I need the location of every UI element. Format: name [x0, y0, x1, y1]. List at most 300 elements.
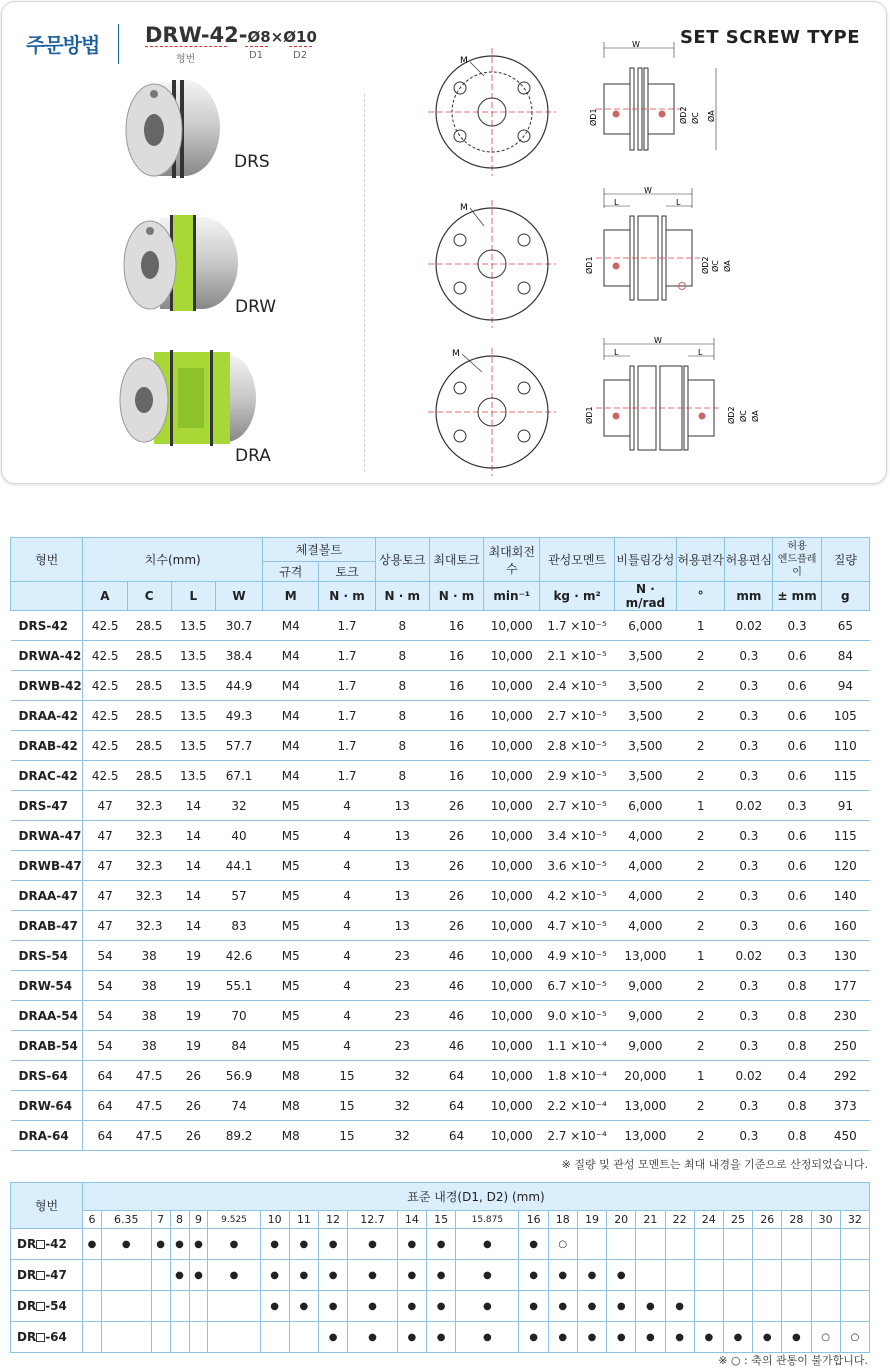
value-cell: 2.7 ×10⁻⁵ — [540, 701, 614, 731]
d2-underline — [289, 46, 312, 47]
bore-size-cell: 22 — [665, 1211, 694, 1229]
bore-available-mark: ● — [548, 1260, 577, 1291]
value-cell: 26 — [429, 911, 483, 941]
value-cell: M5 — [263, 821, 319, 851]
spec-col-angular: 허용편각 — [677, 538, 725, 582]
bore-empty-cell — [208, 1322, 260, 1353]
value-cell: 2 — [677, 701, 725, 731]
value-cell: 20,000 — [614, 1061, 676, 1091]
value-cell: 0.3 — [725, 1091, 773, 1121]
drs-coupling-photo — [114, 70, 224, 190]
bore-empty-cell — [840, 1291, 869, 1322]
value-cell: 10,000 — [484, 701, 540, 731]
value-cell: 0.3 — [725, 821, 773, 851]
value-cell: 3,500 — [614, 701, 676, 731]
value-cell: 6.7 ×10⁻⁵ — [540, 971, 614, 1001]
value-cell: M5 — [263, 1031, 319, 1061]
value-cell: 14 — [171, 821, 215, 851]
bore-empty-cell — [83, 1291, 102, 1322]
unit-cell: M — [263, 582, 319, 611]
bore-size-cell: 26 — [753, 1211, 782, 1229]
value-cell: 2.7 ×10⁻⁴ — [540, 1121, 614, 1151]
value-cell: 10,000 — [484, 941, 540, 971]
drw-side-view — [582, 186, 732, 316]
sub-d2: D2 — [293, 50, 308, 61]
value-cell: 0.3 — [725, 1121, 773, 1151]
bore-empty-cell — [782, 1229, 811, 1260]
value-cell: 10,000 — [484, 1001, 540, 1031]
value-cell: M5 — [263, 1001, 319, 1031]
bore-model-cell — [11, 1229, 83, 1260]
bore-available-mark: ● — [577, 1322, 606, 1353]
value-cell: 3,500 — [614, 671, 676, 701]
value-cell: M8 — [263, 1061, 319, 1091]
value-cell: 14 — [171, 851, 215, 881]
unit-cell: N · m/rad — [614, 582, 676, 611]
value-cell: 140 — [821, 881, 869, 911]
value-cell: 4,000 — [614, 881, 676, 911]
value-cell: 28.5 — [127, 701, 171, 731]
bore-size-cell: 16 — [519, 1211, 548, 1229]
bore-empty-cell — [289, 1322, 318, 1353]
bore-available-mark: ● — [289, 1291, 318, 1322]
value-cell: 57.7 — [215, 731, 262, 761]
spec-col-bolt-size: 규격 — [263, 562, 319, 582]
model-cell: DRWA-42 — [11, 641, 83, 671]
unit-cell: A — [83, 582, 127, 611]
model-cell: DRWB-42 — [11, 671, 83, 701]
value-cell: 10,000 — [484, 821, 540, 851]
drs-label-m: M — [460, 56, 468, 66]
value-cell: 0.02 — [725, 791, 773, 821]
bore-size-cell: 10 — [260, 1211, 289, 1229]
value-cell: 42.6 — [215, 941, 262, 971]
spec-body — [11, 611, 870, 1151]
bore-col-model: 형번 — [11, 1183, 83, 1229]
bore-empty-cell — [753, 1229, 782, 1260]
value-cell: 19 — [171, 1001, 215, 1031]
value-cell: 23 — [375, 1001, 429, 1031]
value-cell: 47 — [83, 851, 127, 881]
value-cell: 2 — [677, 821, 725, 851]
bore-empty-cell — [694, 1260, 723, 1291]
sub-d1: D1 — [249, 50, 264, 61]
bore-available-mark: ● — [289, 1229, 318, 1260]
value-cell: 4 — [319, 851, 375, 881]
value-cell: 64 — [429, 1091, 483, 1121]
value-cell: 13.5 — [171, 641, 215, 671]
model-cell: DRW-64 — [11, 1091, 83, 1121]
value-cell: 49.3 — [215, 701, 262, 731]
value-cell: 1.7 — [319, 611, 375, 641]
value-cell: 10,000 — [484, 641, 540, 671]
bore-available-mark: ● — [636, 1291, 665, 1322]
value-cell: 0.8 — [773, 1001, 821, 1031]
value-cell: 13.5 — [171, 761, 215, 791]
value-cell: 47.5 — [127, 1061, 171, 1091]
value-cell: 10,000 — [484, 671, 540, 701]
drs-label-d1: ØD1 — [589, 108, 598, 126]
value-cell: 3.6 ×10⁻⁵ — [540, 851, 614, 881]
spec-table — [10, 537, 870, 1151]
value-cell: 0.3 — [725, 911, 773, 941]
spec-row — [11, 1001, 870, 1031]
value-cell: 28.5 — [127, 731, 171, 761]
bore-empty-cell — [101, 1291, 151, 1322]
bore-available-mark: ● — [348, 1229, 398, 1260]
bore-available-mark: ● — [519, 1260, 548, 1291]
bore-empty-cell — [189, 1322, 208, 1353]
value-cell: 0.6 — [773, 641, 821, 671]
bore-empty-cell — [665, 1260, 694, 1291]
value-cell: 23 — [375, 1031, 429, 1061]
value-cell: 47.5 — [127, 1121, 171, 1151]
drw-label-l2: L — [676, 198, 681, 207]
value-cell: 2 — [677, 911, 725, 941]
order-code — [145, 23, 317, 47]
spec-col-inertia: 관성모멘트 — [540, 538, 614, 582]
value-cell: 2.2 ×10⁻⁴ — [540, 1091, 614, 1121]
drs-label-c: ØC — [691, 112, 700, 124]
bore-size-cell: 6 — [83, 1211, 102, 1229]
bore-available-mark: ● — [665, 1291, 694, 1322]
model-underline — [145, 46, 227, 47]
value-cell: 56.9 — [215, 1061, 262, 1091]
value-cell: 84 — [215, 1031, 262, 1061]
bore-available-mark: ● — [427, 1260, 456, 1291]
value-cell: 0.6 — [773, 821, 821, 851]
value-cell: 40 — [215, 821, 262, 851]
value-cell: 14 — [171, 911, 215, 941]
value-cell: 26 — [429, 881, 483, 911]
model-cell: DRAB-54 — [11, 1031, 83, 1061]
product-label-dra: DRA — [235, 446, 271, 466]
value-cell: 2.1 ×10⁻⁵ — [540, 641, 614, 671]
spec-col-bolt: 체결볼트 — [263, 538, 376, 562]
endplay-line1: 허용 — [787, 541, 807, 552]
value-cell: 0.3 — [773, 611, 821, 641]
bore-row — [11, 1322, 870, 1353]
bore-size-cell: 15.875 — [456, 1211, 519, 1229]
value-cell: 130 — [821, 941, 869, 971]
spec-row — [11, 641, 870, 671]
value-cell: 2 — [677, 761, 725, 791]
value-cell: 0.8 — [773, 971, 821, 1001]
bore-empty-cell — [208, 1291, 260, 1322]
value-cell: 19 — [171, 971, 215, 1001]
value-cell: 8 — [375, 701, 429, 731]
value-cell: 10,000 — [484, 851, 540, 881]
value-cell: 0.6 — [773, 731, 821, 761]
spec-row — [11, 701, 870, 731]
value-cell: 30.7 — [215, 611, 262, 641]
value-cell: 4,000 — [614, 821, 676, 851]
value-cell: 19 — [171, 1031, 215, 1061]
spec-col-max-rpm: 최대회전수 — [484, 538, 540, 582]
unit-cell: ° — [677, 582, 725, 611]
value-cell: 32.3 — [127, 821, 171, 851]
value-cell: 13.5 — [171, 671, 215, 701]
value-cell: 83 — [215, 911, 262, 941]
value-cell: M5 — [263, 971, 319, 1001]
bore-available-mark: ● — [519, 1322, 548, 1353]
value-cell: 13,000 — [614, 1091, 676, 1121]
value-cell: 105 — [821, 701, 869, 731]
value-cell: 0.3 — [725, 851, 773, 881]
bore-available-mark: ● — [782, 1322, 811, 1353]
bore-available-mark: ● — [318, 1291, 347, 1322]
value-cell: M4 — [263, 611, 319, 641]
value-cell: 14 — [171, 791, 215, 821]
value-cell: 13.5 — [171, 611, 215, 641]
value-cell: 4 — [319, 1001, 375, 1031]
value-cell: 26 — [429, 821, 483, 851]
value-cell: 0.8 — [773, 1031, 821, 1061]
value-cell: M5 — [263, 791, 319, 821]
bore-empty-cell — [665, 1229, 694, 1260]
model-cell: DRAA-47 — [11, 881, 83, 911]
value-cell: 10,000 — [484, 1091, 540, 1121]
value-cell: 0.3 — [725, 971, 773, 1001]
bore-size-cell: 7 — [151, 1211, 170, 1229]
value-cell: 4 — [319, 971, 375, 1001]
value-cell: M8 — [263, 1121, 319, 1151]
value-cell: 0.6 — [773, 761, 821, 791]
value-cell: 1 — [677, 941, 725, 971]
value-cell: 4.9 ×10⁻⁵ — [540, 941, 614, 971]
bore-model-cell — [11, 1260, 83, 1291]
value-cell: 42.5 — [83, 671, 127, 701]
spec-unit-row — [11, 582, 870, 611]
bore-available-mark: ● — [723, 1322, 752, 1353]
value-cell: 10,000 — [484, 1031, 540, 1061]
value-cell: 8 — [375, 611, 429, 641]
value-cell: 4,000 — [614, 911, 676, 941]
bore-available-mark: ● — [456, 1322, 519, 1353]
set-screw-title: SET SCREW TYPE — [679, 27, 860, 48]
value-cell: 13,000 — [614, 1121, 676, 1151]
model-cell: DRAB-47 — [11, 911, 83, 941]
bore-note: ※ ○ : 축의 관통이 불가합니다. — [718, 1354, 868, 1367]
value-cell: 13 — [375, 881, 429, 911]
bore-available-mark: ● — [208, 1260, 260, 1291]
value-cell: 160 — [821, 911, 869, 941]
value-cell: 28.5 — [127, 761, 171, 791]
dra-coupling-photo — [114, 342, 264, 452]
value-cell: 44.9 — [215, 671, 262, 701]
bore-available-mark: ● — [289, 1260, 318, 1291]
unit-cell: kg · m² — [540, 582, 614, 611]
product-label-drw: DRW — [235, 297, 277, 317]
value-cell: 32 — [375, 1091, 429, 1121]
bore-size-cell: 11 — [289, 1211, 318, 1229]
spec-col-endplay — [773, 538, 821, 582]
value-cell: 15 — [319, 1121, 375, 1151]
value-cell: 0.6 — [773, 701, 821, 731]
value-cell: 42.5 — [83, 611, 127, 641]
value-cell: 32 — [215, 791, 262, 821]
order-panel — [1, 1, 887, 484]
bore-empty-cell — [723, 1260, 752, 1291]
bore-available-mark: ● — [636, 1322, 665, 1353]
drs-label-w: W — [632, 40, 640, 49]
value-cell: 1.7 — [319, 641, 375, 671]
drw-label-m: M — [460, 203, 468, 213]
value-cell: 0.3 — [725, 1001, 773, 1031]
value-cell: 0.4 — [773, 1061, 821, 1091]
value-cell: 16 — [429, 641, 483, 671]
d1-underline — [245, 46, 268, 47]
value-cell: 2 — [677, 641, 725, 671]
bore-empty-cell — [83, 1260, 102, 1291]
value-cell: 0.02 — [725, 941, 773, 971]
value-cell: 32 — [375, 1061, 429, 1091]
value-cell: 2.4 ×10⁻⁵ — [540, 671, 614, 701]
value-cell: 10,000 — [484, 1061, 540, 1091]
value-cell: 28.5 — [127, 671, 171, 701]
spec-row — [11, 851, 870, 881]
drw-label-c: ØC — [711, 260, 720, 272]
code-d2: Ø10 — [283, 28, 317, 46]
bore-model-cell — [11, 1291, 83, 1322]
value-cell: 32.3 — [127, 881, 171, 911]
spec-row — [11, 731, 870, 761]
bore-available-mark: ● — [456, 1260, 519, 1291]
value-cell: 28.5 — [127, 641, 171, 671]
value-cell: 13.5 — [171, 731, 215, 761]
value-cell: 6,000 — [614, 791, 676, 821]
spec-row — [11, 761, 870, 791]
value-cell: 42.5 — [83, 731, 127, 761]
value-cell: 1 — [677, 791, 725, 821]
value-cell: 26 — [171, 1091, 215, 1121]
value-cell: 2 — [677, 971, 725, 1001]
drw-coupling-photo — [114, 207, 244, 317]
value-cell: 0.3 — [725, 641, 773, 671]
dra-label-l1: L — [614, 348, 619, 357]
bore-available-mark: ● — [208, 1229, 260, 1260]
value-cell: 0.3 — [725, 731, 773, 761]
value-cell: 89.2 — [215, 1121, 262, 1151]
bore-size-cell: 14 — [397, 1211, 426, 1229]
value-cell: 8 — [375, 731, 429, 761]
unit-cell: min⁻¹ — [484, 582, 540, 611]
value-cell: 8 — [375, 671, 429, 701]
value-cell: 3,500 — [614, 641, 676, 671]
unit-cell-empty — [11, 582, 83, 611]
value-cell: M5 — [263, 941, 319, 971]
bore-available-mark: ● — [577, 1260, 606, 1291]
endplay-line2: 엔드플레이 — [777, 554, 817, 578]
bore-empty-cell — [811, 1260, 840, 1291]
value-cell: 13 — [375, 791, 429, 821]
value-cell: 1 — [677, 611, 725, 641]
value-cell: 26 — [171, 1121, 215, 1151]
value-cell: 230 — [821, 1001, 869, 1031]
model-cell: DRW-54 — [11, 971, 83, 1001]
bore-empty-cell — [636, 1260, 665, 1291]
spec-col-bolt-torque: 토크 — [319, 562, 375, 582]
bore-col-title: 표준 내경(D1, D2) (mm) — [83, 1183, 870, 1211]
value-cell: 10,000 — [484, 1121, 540, 1151]
bore-empty-cell — [151, 1322, 170, 1353]
value-cell: 64 — [83, 1091, 127, 1121]
bore-size-cell: 32 — [840, 1211, 869, 1229]
value-cell: M4 — [263, 671, 319, 701]
value-cell: 38 — [127, 941, 171, 971]
bore-empty-cell — [840, 1260, 869, 1291]
bore-empty-cell — [170, 1291, 189, 1322]
dra-label-w: W — [654, 336, 662, 345]
value-cell: 16 — [429, 701, 483, 731]
unit-cell: C — [127, 582, 171, 611]
value-cell: 4 — [319, 941, 375, 971]
value-cell: 2 — [677, 1031, 725, 1061]
value-cell: M4 — [263, 701, 319, 731]
value-cell: 26 — [171, 1061, 215, 1091]
value-cell: 16 — [429, 761, 483, 791]
value-cell: 14 — [171, 881, 215, 911]
value-cell: 450 — [821, 1121, 869, 1151]
model-cell: DRS-42 — [11, 611, 83, 641]
title-divider — [118, 24, 119, 64]
bore-available-mark: ● — [577, 1291, 606, 1322]
value-cell: 1.7 — [319, 671, 375, 701]
value-cell: 2.8 ×10⁻⁵ — [540, 731, 614, 761]
bore-available-mark: ● — [151, 1229, 170, 1260]
bore-row — [11, 1260, 870, 1291]
value-cell: 1.7 — [319, 761, 375, 791]
value-cell: 2.7 ×10⁻⁵ — [540, 791, 614, 821]
bore-empty-cell — [189, 1291, 208, 1322]
value-cell: 292 — [821, 1061, 869, 1091]
dra-label-l2: L — [698, 348, 703, 357]
unit-cell: L — [171, 582, 215, 611]
bore-available-mark: ● — [318, 1229, 347, 1260]
value-cell: 44.1 — [215, 851, 262, 881]
model-cell: DRA-64 — [11, 1121, 83, 1151]
bore-available-mark: ● — [170, 1260, 189, 1291]
code-times: × — [270, 28, 284, 46]
value-cell: 1.7 ×10⁻⁵ — [540, 611, 614, 641]
value-cell: 74 — [215, 1091, 262, 1121]
value-cell: 8 — [375, 641, 429, 671]
spec-note: ※ 질량 및 관성 모멘트는 최대 내경을 기준으로 산정되었습니다. — [561, 1158, 868, 1171]
bore-available-mark: ● — [260, 1260, 289, 1291]
value-cell: 13 — [375, 851, 429, 881]
model-cell: DRAC-42 — [11, 761, 83, 791]
value-cell: 0.6 — [773, 671, 821, 701]
value-cell: 2 — [677, 1001, 725, 1031]
value-cell: 46 — [429, 1031, 483, 1061]
value-cell: 47 — [83, 791, 127, 821]
drs-side-view — [582, 40, 722, 170]
value-cell: 57 — [215, 881, 262, 911]
bore-empty-cell — [151, 1260, 170, 1291]
value-cell: 15 — [319, 1061, 375, 1091]
value-cell: 47.5 — [127, 1091, 171, 1121]
spec-col-max-torque: 최대토크 — [429, 538, 483, 582]
bore-empty-cell — [782, 1291, 811, 1322]
value-cell: 0.3 — [725, 761, 773, 791]
value-cell: 13 — [375, 821, 429, 851]
bore-size-cell: 20 — [607, 1211, 636, 1229]
bore-model-prefix: DR — [17, 1330, 37, 1344]
bore-available-mark: ● — [189, 1260, 208, 1291]
drs-front-view — [422, 42, 562, 182]
bore-size-cell: 9.525 — [208, 1211, 260, 1229]
bore-available-mark: ● — [101, 1229, 151, 1260]
